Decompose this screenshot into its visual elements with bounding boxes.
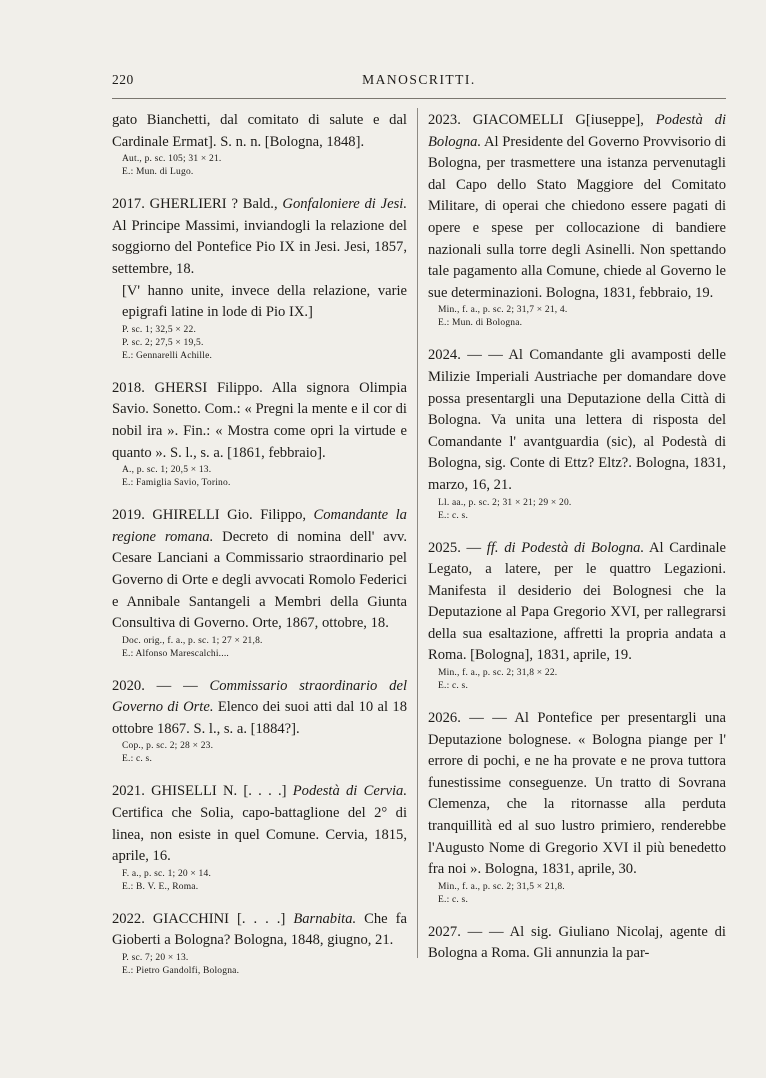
entry-heading: 2023. GIACOMELLI G[iuseppe],	[428, 112, 656, 128]
entry-metadata	[112, 635, 407, 661]
entry-role: Podestà di Bologna.	[428, 112, 726, 150]
entry-role: Commissario straordinario del Governo di Orte.	[112, 677, 407, 716]
entry-role: ff. di Podestà di Bologna.	[486, 539, 645, 556]
right-column	[428, 110, 726, 980]
metadata-line: E.: c. s.	[122, 754, 153, 765]
metadata-line: Cop., p. sc. 2; 28 × 23.	[122, 741, 214, 752]
metadata-line: Min., f. a., p. sc. 2; 31,5 × 21,8.	[438, 881, 565, 892]
entry-text	[428, 110, 726, 304]
entry-body: Al Presidente del Governo Provvisorio di Bologna, per trasmettere una istanza pervenutagli dal Capo dello Stato Maggiore del Comitato Militare, di operai che chiedono essere pagati di opere e spese per collocazione di bandiere nazionali sulla torre degli Asinelli. Non spettando tale pagamento alla Comune, chiede al Governo le sue determinazioni. Bologna, 1831, febbraio, 19.	[428, 133, 726, 301]
entry-body: gato Bianchetti, dal comitato di salute e dal Cardinale Ermat]. S. n. n. [Bologna, 1848].	[112, 112, 407, 150]
running-title: MANOSCRITTI.	[362, 72, 476, 87]
entry-text	[112, 781, 407, 867]
entry-text	[112, 505, 407, 635]
entry-text	[428, 708, 726, 881]
entry-metadata	[428, 497, 726, 523]
entry-metadata	[428, 304, 726, 330]
entry-metadata	[428, 667, 726, 693]
catalog-entry-2021	[112, 781, 407, 893]
entry-role: Barnabita.	[293, 910, 357, 927]
entry-text	[112, 110, 407, 153]
entry-heading: 2019. GHIRELLI Gio. Filippo,	[112, 507, 314, 524]
metadata-line: E.: Alfonso Marescalchi....	[122, 648, 229, 659]
catalog-entry-2017	[112, 194, 407, 363]
entry-body: Al Cardinale Legato, a latere, per le quattro Legazioni. Manifesta il desiderio dei Bolognesi che la Deputazione al Papa Gregorio XVI, per rallegrarsi della sua esaltazione, affretti la propria andata a Roma. [Bologna], 1831, aprile, 19.	[428, 539, 726, 664]
entry-heading: 2027. — —	[428, 923, 504, 940]
entry-body: Al Principe Massimi, inviandogli la relazione del soggiorno del Pontefice Pio IX in Jesi. Jesi, 1857, settembre, 18.	[112, 217, 407, 277]
entry-heading: 2017. GHERLIERI ? Bald.,	[112, 196, 283, 213]
entry-metadata	[112, 868, 407, 894]
metadata-line: E.: Mun. di Lugo.	[122, 167, 194, 178]
entry-metadata	[428, 881, 726, 907]
metadata-line: E.: Pietro Gandolfi, Bologna.	[122, 966, 240, 977]
catalog-entry-2020	[112, 676, 407, 767]
catalog-entry-cont	[112, 110, 407, 179]
entry-heading: 2021. GHISELLI N. [. . . .]	[112, 783, 293, 800]
entry-text	[112, 676, 407, 741]
entry-body: Al Comandante gli avamposti delle Milizie Imperiali Austriache per domandare dove possa presentargli una Deputazione della Città di Bologna. Va unita una lettera di risposta del Comandante l' avantguardia (sic), al Podestà di Bologna, sig. Conte di Ettz? Eltz?. Bologna, 1831, marzo, 16, 21.	[428, 347, 727, 493]
column-divider	[417, 108, 418, 958]
catalog-entry-2026	[428, 708, 726, 907]
metadata-line: E.: Famiglia Savio, Torino.	[122, 478, 231, 489]
catalog-entry-2024	[428, 345, 726, 522]
entry-role: Gonfaloniere di Jesi.	[282, 196, 408, 213]
entry-body: Decreto di nomina dell' avv. Cesare Lanciani a Commissario straordinario pel Governo di Orte e degli avvocati Romolo Federici e Annibale Santangeli a Membri della Giunta Consultiva di Governo. Orte, 1867, ottobre, 18.	[112, 528, 407, 632]
metadata-line: Min., f. a., p. sc. 2; 31,7 × 21, 4.	[438, 305, 568, 316]
entry-role: Comandante la regione romana.	[112, 507, 407, 545]
entry-body: Alla signora Olimpia Savio. Sonetto. Com.: « Pregni la mente e il cor di nobil ira ». Fin.: « Mostra come opri la virtude e quanto ». S. l., s. a. [1861, febbraio].	[112, 379, 408, 461]
catalog-entry-2019	[112, 505, 407, 661]
catalog-entry-2027	[428, 922, 726, 965]
metadata-line: E.: c. s.	[438, 510, 469, 521]
metadata-line: Ll. aa., p. sc. 2; 31 × 21; 29 × 20.	[438, 497, 572, 508]
entry-metadata	[112, 952, 407, 978]
entry-metadata	[112, 153, 407, 179]
metadata-line: Min., f. a., p. sc. 2; 31,8 × 22.	[438, 668, 558, 679]
entry-heading: 2020. — —	[112, 677, 210, 694]
catalog-entry-2018	[112, 378, 407, 490]
entry-heading: 2026. — —	[428, 710, 507, 727]
metadata-line: E.: Gennarelli Achille.	[122, 350, 213, 361]
entry-heading: 2025. —	[428, 539, 487, 556]
entry-text	[112, 909, 407, 952]
entry-text	[428, 345, 726, 496]
page-number: 220	[112, 72, 134, 87]
entry-note: [V' hanno unite, invece della relazione, varie epigrafi latine in lode di Pio IX.]	[122, 282, 407, 321]
catalog-entry-2023	[428, 110, 726, 330]
entry-body: Elenco dei suoi atti dal 10 al 18 ottobre 1867. S. l., s. a. [1884?].	[112, 699, 407, 737]
entry-heading: 2018. GHERSI Filippo.	[112, 379, 263, 396]
entry-text	[112, 378, 407, 464]
header-rule	[112, 98, 726, 99]
metadata-line: Aut., p. sc. 105; 31 × 21.	[122, 154, 222, 165]
metadata-line: P. sc. 1; 32,5 × 22.	[122, 324, 197, 335]
metadata-line: E.: Mun. di Bologna.	[438, 318, 523, 329]
entry-heading: 2024. — —	[428, 347, 503, 364]
metadata-line: P. sc. 2; 27,5 × 19,5.	[122, 337, 204, 348]
entry-body: Che fa Gioberti a Bologna? Bologna, 1848, giugno, 21.	[112, 910, 407, 949]
entry-body: Al Pontefice per presentargli una Deputazione bolognese. « Bologna piange per l' errore di pochi, e ne ha provate e ne prova tuttora funestissime conseguenze. Un tratto di Sovrana Clemenza, che la ritornasse alla perduta tranquillità ed al suo lustro primiero, renderebbe l'Augusto Nome di Gregorio XVI il più benedetto fra noi ». Bologna, 1831, aprile, 30.	[428, 710, 726, 878]
entry-metadata	[112, 740, 407, 766]
page-header	[112, 72, 726, 92]
metadata-line: Doc. orig., f. a., p. sc. 1; 27 × 21,8.	[122, 635, 263, 646]
entry-role: Podestà di Cervia.	[292, 783, 407, 800]
metadata-line: E.: c. s.	[438, 681, 469, 692]
entry-metadata	[112, 324, 407, 363]
entry-text	[428, 538, 726, 668]
entry-text	[428, 922, 726, 965]
entry-metadata	[112, 464, 407, 490]
catalog-entry-2025	[428, 538, 726, 694]
left-column	[112, 110, 407, 993]
entry-body: Al sig. Giuliano Nicolaj, agente di Bologna a Roma. Gli annunzia la par-	[428, 923, 726, 962]
metadata-line: A., p. sc. 1; 20,5 × 13.	[122, 465, 212, 476]
metadata-line: F. a., p. sc. 1; 20 × 14.	[122, 868, 212, 879]
metadata-line: P. sc. 7; 20 × 13.	[122, 953, 189, 964]
entry-text	[112, 194, 407, 280]
entry-body: Certifica che Solia, capo-battaglione del 2° di linea, non esiste in quel Comune. Cervia, 1815, aprile, 16.	[112, 805, 407, 865]
catalog-entry-2022	[112, 909, 407, 978]
entry-heading: 2022. GIACCHINI [. . . .]	[112, 910, 294, 927]
metadata-line: E.: c. s.	[438, 894, 469, 905]
metadata-line: E.: B. V. E., Roma.	[122, 881, 199, 892]
